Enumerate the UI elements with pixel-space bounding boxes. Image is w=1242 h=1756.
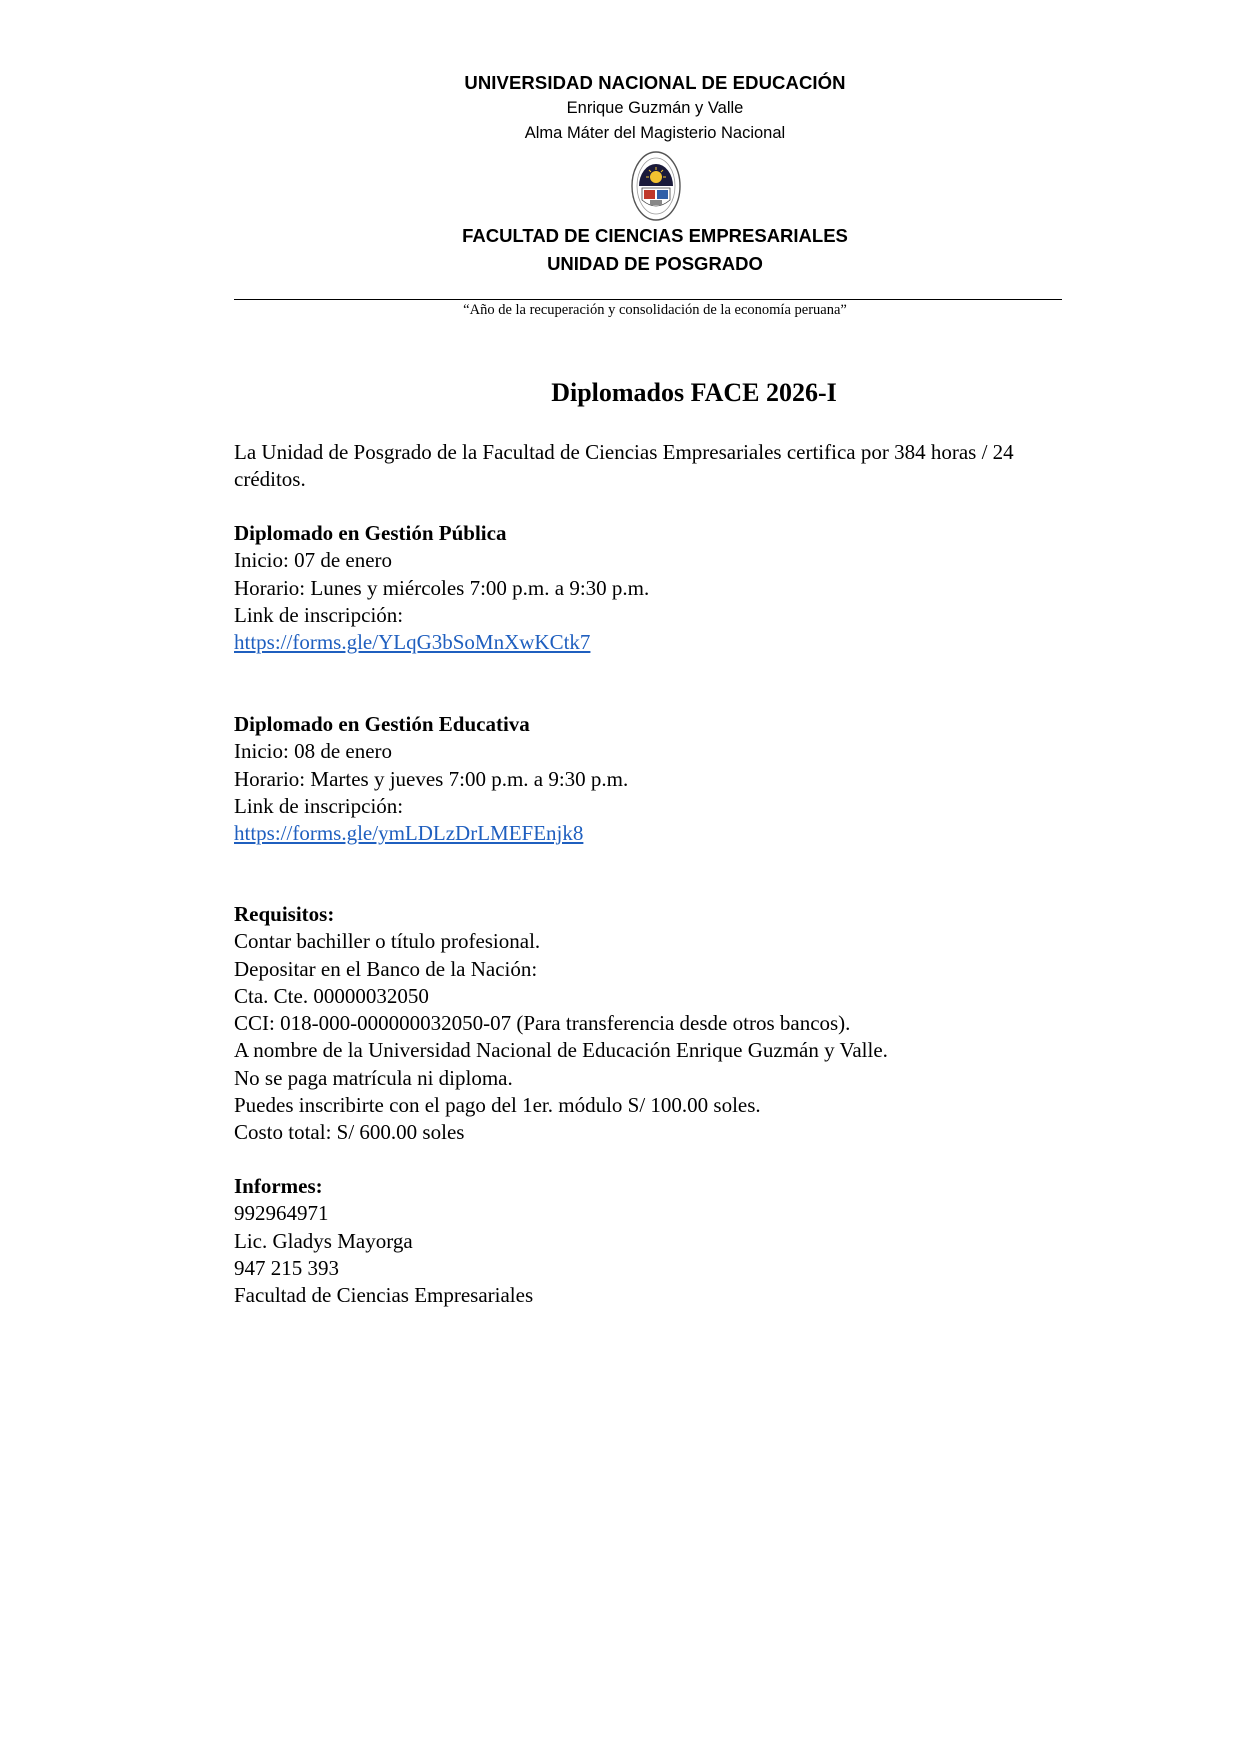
university-full-name: Enrique Guzmán y Valle: [566, 99, 744, 117]
university-subtitle: Alma Máter del Magisterio Nacional: [524, 124, 786, 142]
diplomado-title: Diplomado en Gestión Pública: [234, 521, 507, 545]
page-title: Diplomados FACE 2026-I: [551, 378, 837, 407]
header-divider: [234, 299, 1062, 300]
requirement-line: CCI: 018-000-000000032050-07 (Para transferencia desde otros bancos).: [234, 1011, 851, 1036]
requirement-line: Cta. Cte. 00000032050: [234, 983, 429, 1008]
contact-heading: Informes:: [234, 1174, 323, 1198]
diplomado-link-label: Link de inscripción:: [234, 793, 404, 818]
requirement-line: Costo total: S/ 600.00 soles: [234, 1120, 465, 1145]
year-motto: “Año de la recuperación y consolidación de la economía peruana”: [463, 302, 847, 318]
diplomado-schedule: Horario: Lunes y miércoles 7:00 p.m. a 9:30 p.m.: [234, 575, 650, 600]
registration-link-gestion-educativa[interactable]: https://forms.gle/ymLDLzDrLMEFEnjk8: [234, 821, 584, 846]
diplomado-section-gestion-educativa: [234, 711, 1084, 847]
university-seal-icon: [630, 150, 682, 222]
diplomado-start: Inicio: 07 de enero: [234, 548, 393, 573]
intro-paragraph: [234, 439, 1084, 494]
unit-name: UNIDAD DE POSGRADO: [547, 253, 763, 274]
diplomado-section-gestion-publica: [234, 520, 1084, 656]
contact-section: [234, 1173, 1084, 1309]
requirement-line: Puedes inscribirte con el pago del 1er. módulo S/ 100.00 soles.: [234, 1093, 761, 1118]
contact-line: Facultad de Ciencias Empresariales: [234, 1283, 534, 1308]
university-name: UNIVERSIDAD NACIONAL DE EDUCACIÓN: [464, 72, 846, 93]
requirements-section: [234, 901, 1084, 1147]
contact-line: 992964971: [234, 1201, 329, 1226]
diplomado-link-label: Link de inscripción:: [234, 602, 404, 627]
requirement-line: Depositar en el Banco de la Nación:: [234, 956, 538, 981]
registration-link-gestion-publica[interactable]: https://forms.gle/YLqG3bSoMnXwKCtk7: [234, 630, 591, 655]
diplomado-start: Inicio: 08 de enero: [234, 739, 393, 764]
contact-line: Lic. Gladys Mayorga: [234, 1228, 413, 1253]
contact-line: 947 215 393: [234, 1255, 339, 1280]
faculty-name: FACULTAD DE CIENCIAS EMPRESARIALES: [462, 225, 848, 246]
requirement-line: Contar bachiller o título profesional.: [234, 929, 541, 954]
diplomado-schedule: Horario: Martes y jueves 7:00 p.m. a 9:30 p.m.: [234, 766, 629, 791]
diplomado-title: Diplomado en Gestión Educativa: [234, 712, 530, 736]
requirement-line: A nombre de la Universidad Nacional de Educación Enrique Guzmán y Valle.: [234, 1038, 888, 1063]
requirements-heading: Requisitos:: [234, 902, 335, 926]
requirement-line: No se paga matrícula ni diploma.: [234, 1065, 513, 1090]
intro-text: La Unidad de Posgrado de la Facultad de Ciencias Empresariales certifica por 384 horas / 24 créditos.: [234, 440, 1014, 492]
